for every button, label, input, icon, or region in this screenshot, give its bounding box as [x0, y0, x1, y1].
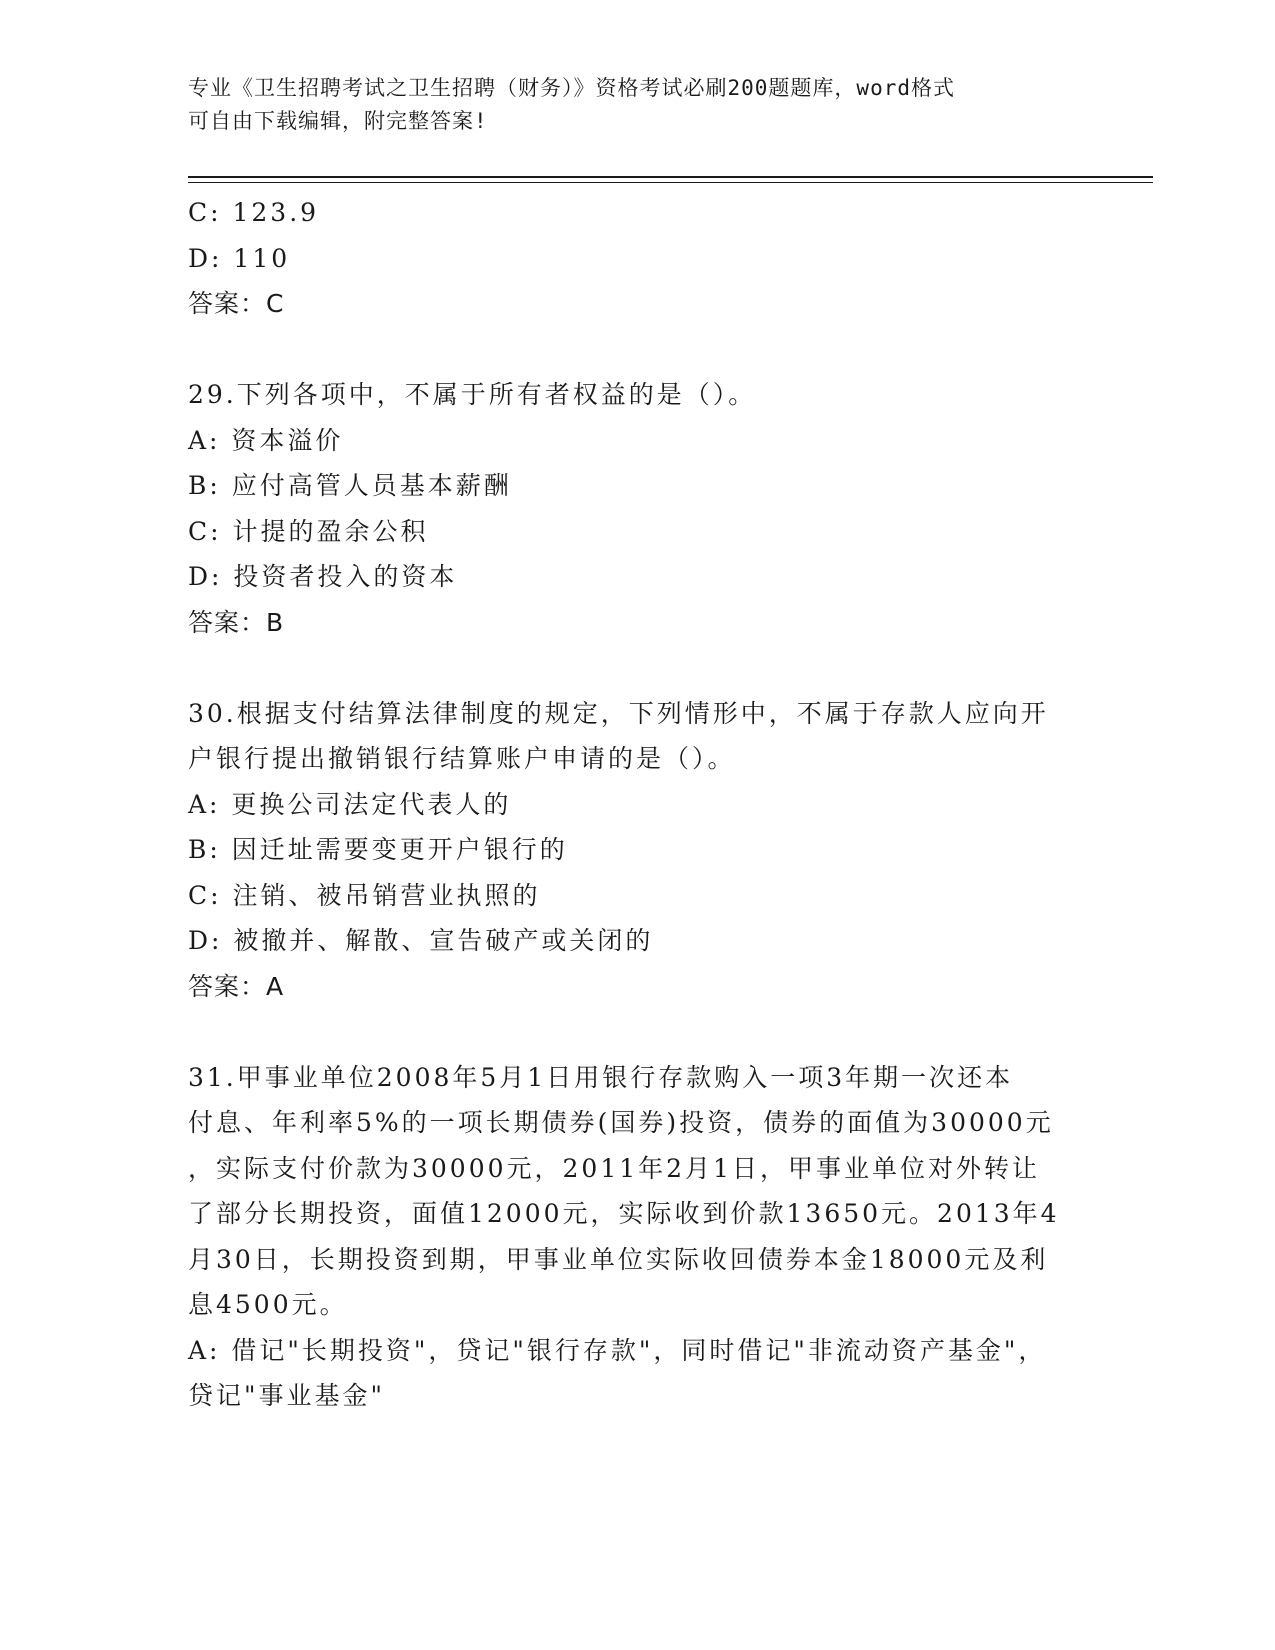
document-body	[188, 190, 1088, 1419]
answer-line: 答案：B	[188, 607, 285, 637]
answer-line: 答案：A	[188, 971, 285, 1001]
spacer	[188, 1009, 1088, 1055]
option-b: B: 应付高管人员基本薪酬	[188, 471, 512, 500]
header-title-line: 专业《卫生招聘考试之卫生招聘（财务）》资格考试必刷200题题库，word格式	[188, 76, 955, 100]
answer-line: 答案：C	[188, 289, 285, 318]
question-stem-line-6: 息4500元。	[188, 1290, 348, 1319]
question-28	[188, 190, 1088, 327]
question-31	[188, 1055, 1088, 1419]
question-stem-line-2: 户银行提出撤销银行结算账户申请的是（）。	[188, 744, 736, 773]
option-c: C: 123.9	[188, 198, 320, 227]
option-d: D: 110	[188, 243, 291, 273]
question-stem-line-5: 月30日，长期投资到期，甲事业单位实际收回债券本金18000元及利	[188, 1244, 1049, 1274]
question-29	[188, 372, 1088, 645]
option-c: C: 注销、被吊销营业执照的	[188, 880, 541, 910]
spacer	[188, 645, 1088, 691]
option-c: C: 计提的盈余公积	[188, 516, 429, 546]
header-divider-thin	[188, 182, 1153, 183]
option-b: B: 因迁址需要变更开户银行的	[188, 835, 568, 864]
question-stem-line-1: 30.根据支付结算法律制度的规定，下列情形中，不属于存款人应向开	[188, 698, 1049, 728]
question-stem-line-4: 了部分长期投资，面值12000元，实际收到价款13650元。2013年4	[188, 1199, 1060, 1228]
question-stem-line-2: 付息、年利率5%的一项长期债券(国券)投资，债券的面值为30000元	[188, 1108, 1054, 1137]
option-a: A: 更换公司法定代表人的	[188, 789, 512, 819]
option-d: D: 被撤并、解散、宣告破产或关闭的	[188, 926, 654, 955]
question-30	[188, 691, 1088, 1010]
spacer	[188, 327, 1088, 373]
option-a-line-2: 贷记"事业基金"	[188, 1381, 385, 1410]
question-stem: 29.下列各项中，不属于所有者权益的是（）。	[188, 380, 757, 409]
question-stem-line-3: ，实际支付价款为30000元，2011年2月1日，甲事业单位对外转让	[188, 1153, 1040, 1183]
header-subtitle-line: 可自由下载编辑，附完整答案!	[188, 109, 488, 133]
header-divider-thick	[188, 176, 1153, 178]
option-d: D: 投资者投入的资本	[188, 562, 458, 591]
option-a: A: 资本溢价	[188, 425, 344, 455]
option-a-line-1: A: 借记"长期投资"，贷记"银行存款"，同时借记"非流动资产基金"，	[188, 1335, 1047, 1365]
question-stem-line-1: 31.甲事业单位2008年5月1日用银行存款购入一项3年期一次还本	[188, 1062, 1014, 1092]
document-header	[188, 72, 1088, 138]
